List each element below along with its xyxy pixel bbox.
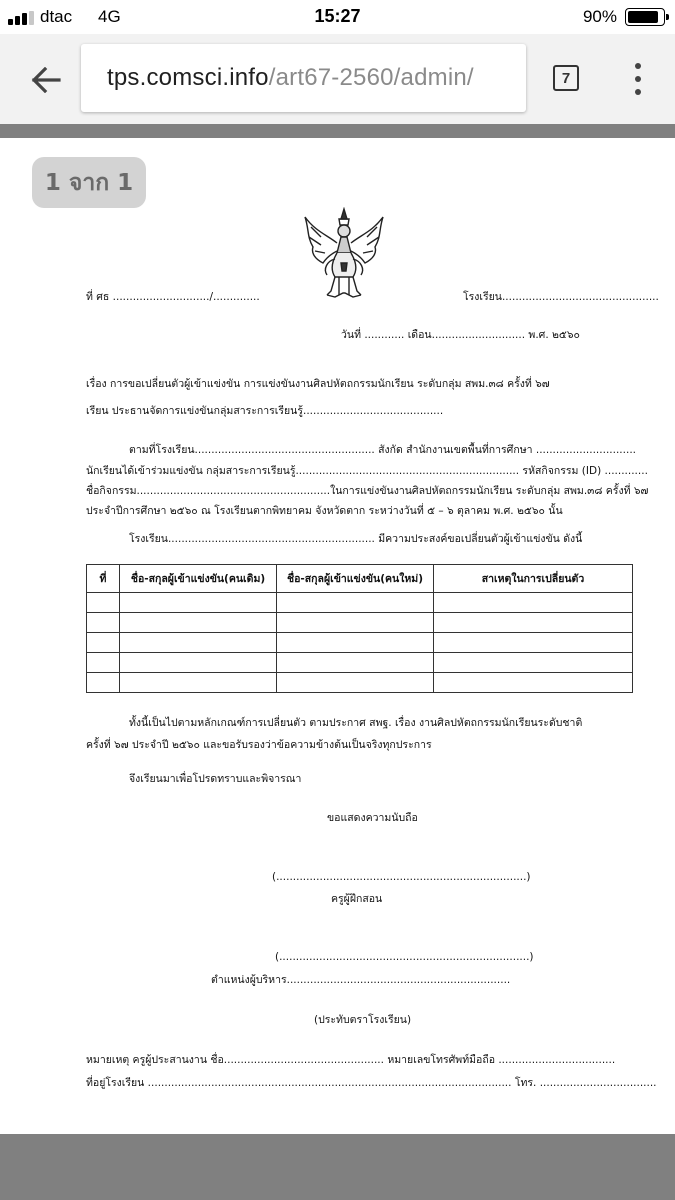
doc-signature-2-title: ตำแหน่งผู้บริหาร...................................................................: [211, 974, 511, 986]
carrier-name: dtac: [40, 7, 73, 26]
clock: 15:27: [314, 6, 361, 26]
back-button[interactable]: [24, 58, 68, 102]
doc-note-address: ที่อยู่โรงเรียน ............................................................................................................. โทร. ...................................: [86, 1077, 657, 1089]
viewer-top-border: [0, 124, 675, 138]
network-type: 4G: [98, 7, 121, 26]
battery-percent: 90%: [582, 7, 617, 26]
table-cell: [120, 633, 277, 653]
table-cell: [87, 633, 120, 653]
tab-count: 7: [561, 69, 571, 87]
viewer-bottom-border: [0, 1134, 675, 1200]
table-cell: [120, 613, 277, 633]
table-header-cell: ที่: [87, 565, 120, 593]
doc-note-coordinator: หมายเหตุ ครูผู้ประสานงาน ชื่อ................................................ หมายเลขโทรศัพท์มือถือ ...................................: [86, 1054, 616, 1066]
table-cell: [277, 633, 434, 653]
more-vert-icon[interactable]: [627, 63, 649, 95]
table-cell: [434, 613, 633, 633]
table-cell: [120, 593, 277, 613]
table-cell: [87, 613, 120, 633]
doc-para-3: จึงเรียนมาเพื่อโปรดทราบและพิจารณา: [129, 773, 302, 785]
table-cell: [120, 653, 277, 673]
doc-school-field: โรงเรียน...............................................: [463, 291, 659, 303]
table-cell: [434, 633, 633, 653]
doc-to: เรียน ประธานจัดการแข่งขันกลุ่มสาระการเรียนรู้..........................................: [86, 405, 444, 417]
table-cell: [87, 673, 120, 693]
pdf-page[interactable]: [0, 138, 675, 1134]
table-cell: [277, 613, 434, 633]
tab-switcher-button[interactable]: [553, 65, 579, 91]
back-arrow-icon: [31, 67, 61, 93]
doc-signature-1: (...........................................................................): [272, 871, 531, 883]
table-cell: [87, 593, 120, 613]
doc-school-stamp: (ประทับตราโรงเรียน): [314, 1014, 412, 1026]
garuda-emblem-icon: [301, 207, 387, 301]
status-bar: [0, 0, 675, 34]
table-row: [87, 653, 633, 673]
doc-body-line-1: ตามที่โรงเรียน...................................................... สังกัด สำนักงานเขตพื้นที่การศึกษา ..............................: [129, 444, 636, 456]
table-cell: [277, 673, 434, 693]
doc-para-2b: ครั้งที่ ๖๗ ประจำปี ๒๕๖๐ และขอรับรองว่าข้อความข้างต้นเป็นจริงทุกประการ: [86, 739, 432, 751]
doc-body-line-3: ชื่อกิจกรรม..........................................................ในการแข่งขันงานศิลปหัตถกรรมนักเรียน ระดับกลุ่ม สพม.๓๘ ครั้งที่ ๖๗: [86, 485, 649, 497]
table-cell: [120, 673, 277, 693]
doc-body-line-2: นักเรียนได้เข้าร่วมแข่งขัน กลุ่มสาระการเรียนรู้................................................................... รหัสกิจกรรม (ID) .............: [86, 465, 648, 477]
table-cell: [87, 653, 120, 673]
table-cell: [277, 653, 434, 673]
table-cell: [277, 593, 434, 613]
table-header-cell: สาเหตุในการเปลี่ยนตัว: [434, 565, 633, 593]
table-cell: [434, 673, 633, 693]
table-header-row: [87, 565, 633, 593]
table-header-cell: ชื่อ-สกุลผู้เข้าแข่งขัน(คนเดิม): [120, 565, 277, 593]
doc-closing: ขอแสดงความนับถือ: [327, 812, 418, 824]
table-cell: [434, 653, 633, 673]
page-indicator: 1 จาก 1: [32, 157, 146, 208]
battery-icon: [625, 8, 665, 26]
table-row: [87, 593, 633, 613]
address-bar[interactable]: [81, 44, 526, 112]
table-row: [87, 613, 633, 633]
url-text: [107, 64, 474, 92]
doc-signature-1-title: ครูผู้ฝึกสอน: [331, 893, 383, 905]
doc-subject: เรื่อง การขอเปลี่ยนตัวผู้เข้าแข่งขัน การแข่งขันงานศิลปหัตถกรรมนักเรียน ระดับกลุ่ม สพม.๓๘ ครั้งที่ ๖๗: [86, 378, 550, 390]
doc-date-line: วันที่ ............ เดือน............................ พ.ศ. ๒๕๖๐: [341, 329, 580, 341]
table-row: [87, 633, 633, 653]
doc-body-line-4: ประจำปีการศึกษา ๒๕๖๐ ณ โรงเรียนตากพิทยาคม จังหวัดตาก ระหว่างวันที่ ๕ – ๖ ตุลาคม พ.ศ. ๒๕๖๐ นั้น: [86, 505, 563, 517]
table-cell: [434, 593, 633, 613]
battery-level: [628, 11, 658, 23]
replacement-table: [86, 564, 633, 693]
url-host: tps.comsci.info: [107, 64, 269, 91]
doc-para-2a: ทั้งนี้เป็นไปตามหลักเกณฑ์การเปลี่ยนตัว ตามประกาศ สพฐ. เรื่อง งานศิลปหัตถกรรมนักเรียนระดับชาติ: [129, 717, 583, 729]
table-header-cell: ชื่อ-สกุลผู้เข้าแข่งขัน(คนใหม่): [277, 565, 434, 593]
browser-toolbar: [0, 34, 675, 124]
doc-signature-2: (...........................................................................): [275, 951, 534, 963]
table-row: [87, 673, 633, 693]
doc-body-line-5: โรงเรียน.............................................................. มีความประสงค์ขอเปลี่ยนตัวผู้เข้าแข่งขัน ดังนี้: [129, 533, 583, 545]
url-path: /art67-2560/admin/: [268, 64, 474, 91]
doc-ref-number: ที่ ศธ ............................./..............: [86, 291, 260, 303]
